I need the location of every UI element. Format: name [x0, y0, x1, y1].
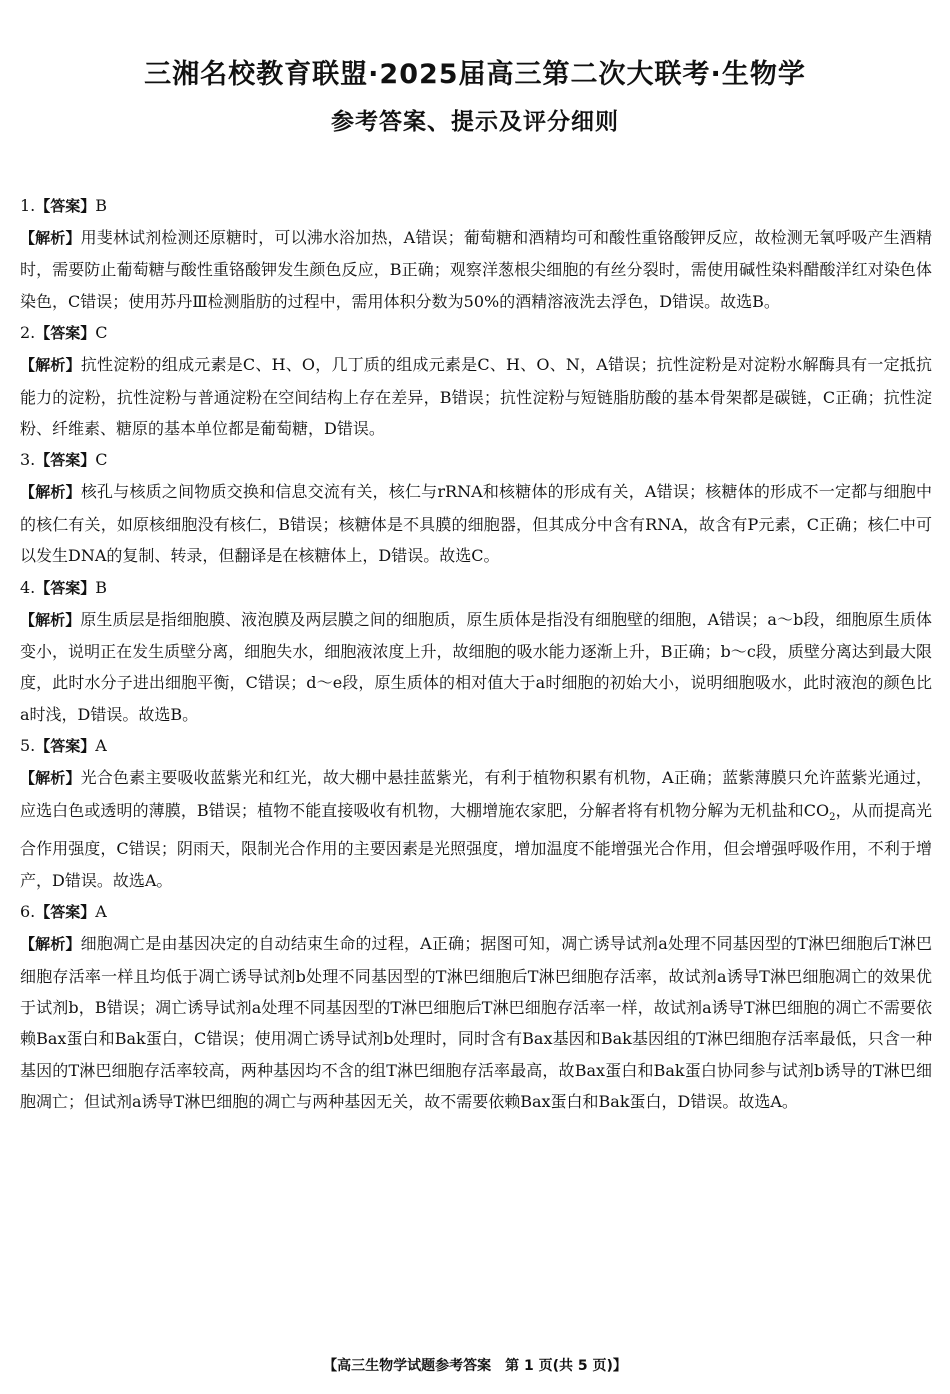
answer-value: C	[95, 450, 108, 470]
explanation	[20, 928, 932, 1117]
question-number: 5.	[20, 736, 36, 756]
subscript: 2	[829, 811, 836, 823]
question-5	[20, 730, 932, 896]
answer-tag: 【答案】	[35, 737, 96, 756]
explanation-tag: 【解析】	[20, 769, 81, 788]
answer-value: A	[95, 736, 107, 756]
answer-tag: 【答案】	[35, 903, 96, 922]
explanation-tag: 【解析】	[20, 610, 81, 629]
explanation	[20, 762, 932, 896]
answer-line	[20, 572, 932, 604]
answer-line	[20, 896, 932, 928]
question-number: 1.	[20, 196, 36, 215]
explanation-text: 光合色素主要吸收蓝紫光和红光，故大棚中悬挂蓝紫光，有利于植物积累有机物，A正确；蓝紫薄膜只允许蓝紫光通过，应选白色或透明的薄膜，B错误；植物不能直接吸收有机物，大棚增施农家肥，分解者将有机物分解为无机盐和CO	[20, 768, 932, 820]
page-footer: 【高三生物学试题参考答案 第 1 页(共 5 页)】	[323, 1358, 627, 1374]
answer-line	[20, 317, 932, 349]
answer-value: C	[95, 323, 108, 343]
explanation	[20, 476, 932, 571]
explanation	[20, 604, 932, 731]
explanation-text: 细胞凋亡是由基因决定的自动结束生命的过程，A正确；据图可知，凋亡诱导试剂a处理不同基因型的T淋巴细胞后T淋巴细胞存活率一样且均低于凋亡诱导试剂b处理不同基因型的T淋巴细胞后T淋巴细胞存活率，故试剂a诱导T淋巴细胞凋亡的效果优于试剂b，B错误；凋亡诱导试剂a处理不同基因型的T淋巴细胞后T淋巴细胞存活率一样，故试剂a诱导T淋巴细胞的凋亡不需要依赖Bax蛋白和Bak蛋白，C错误；使用凋亡诱导试剂b处理时，同时含有Bax基因和Bak基因组的T淋巴细胞存活率最低，只含一种基因的T淋巴细胞存活率较高，两种基因均不含的组T淋巴细胞存活率最高，故Bax蛋白和Bak蛋白协同参与试剂b诱导的T淋巴细胞凋亡；但试剂a诱导T淋巴细胞的凋亡与两种基因无关，故不需要依赖Bax蛋白和Bak蛋白，D错误。故选A。	[20, 934, 932, 1112]
answer-value: B	[95, 577, 108, 597]
answer-tag: 【答案】	[35, 578, 96, 597]
answer-tag: 【答案】	[35, 197, 96, 215]
answer-tag: 【答案】	[35, 451, 96, 470]
question-2	[20, 317, 932, 444]
page-subtitle: 参考答案、提示及评分细则	[331, 109, 619, 135]
question-number: 6.	[20, 902, 36, 922]
explanation	[20, 222, 932, 317]
explanation-text: 用斐林试剂检测还原糖时，可以沸水浴加热，A错误；葡萄糖和酒精均可和酸性重铬酸钾反应，故检测无氧呼吸产生酒精时，需要防止葡萄糖与酸性重铬酸钾发生颜色反应，B正确；观察洋葱根尖细胞的有丝分裂时，需使用碱性染料醋酸洋红对染色体染色，C错误；使用苏丹Ⅲ检测脂肪的过程中，需用体积分数为50%的酒精溶液洗去浮色，D错误。故选B。	[20, 228, 932, 311]
question-number: 3.	[20, 450, 36, 470]
question-1	[20, 190, 932, 317]
answer-value: B	[95, 196, 108, 215]
explanation-tag: 【解析】	[20, 935, 81, 954]
answer-line	[20, 730, 932, 762]
question-4	[20, 572, 932, 731]
question-number: 2.	[20, 323, 36, 343]
answer-value: A	[95, 902, 107, 922]
answers-content	[20, 190, 932, 1118]
explanation-tag: 【解析】	[20, 483, 81, 502]
explanation-tag: 【解析】	[20, 356, 81, 375]
explanation-text: 原生质层是指细胞膜、液泡膜及两层膜之间的细胞质，原生质体是指没有细胞壁的细胞，A错误；a～b段，细胞原生质体变小，说明正在发生质壁分离，细胞失水，细胞液浓度上升，故细胞的吸水能力逐渐上升，B正确；b～c段，质壁分离达到最大限度，此时水分子进出细胞平衡，C错误；d～e段，原生质体的相对值大于a时细胞的初始大小，说明细胞吸水，此时液泡的颜色比a时浅，D错误。故选B。	[20, 609, 932, 724]
explanation-text: 抗性淀粉的组成元素是C、H、O，几丁质的组成元素是C、H、O、N，A错误；抗性淀粉是对淀粉水解酶具有一定抵抗能力的淀粉，抗性淀粉与普通淀粉在空间结构上存在差异，B错误；抗性淀粉与短链脂肪酸的基本骨架都是碳链，C正确；抗性淀粉、纤维素、糖原的基本单位都是葡萄糖，D错误。	[20, 355, 932, 439]
answer-line	[20, 190, 932, 222]
question-number: 4.	[20, 577, 36, 597]
page-title: 三湘名校教育联盟·2025届高三第二次大联考·生物学	[144, 59, 806, 90]
explanation-tag: 【解析】	[20, 229, 81, 247]
explanation-text: 核孔与核质之间物质交换和信息交流有关，核仁与rRNA和核糖体的形成有关，A错误；核糖体的形成不一定都与细胞中的核仁有关，如原核细胞没有核仁，B错误；核糖体是不具膜的细胞器，但其成分中含有RNA，故含有P元素，C正确；核仁中可以发生DNA的复制、转录，但翻译是在核糖体上，D错误。故选C。	[20, 482, 932, 566]
explanation	[20, 349, 932, 444]
question-3	[20, 444, 932, 571]
answer-line	[20, 444, 932, 476]
question-6	[20, 896, 932, 1117]
explanation-text-continued: ，从而提高光合作用强度，C错误；阴雨天，限制光合作用的主要因素是光照强度，增加温度不能增强光合作用，但会增强呼吸作用，不利于增产，D错误。故选A。	[20, 800, 932, 890]
answer-tag: 【答案】	[35, 324, 96, 343]
